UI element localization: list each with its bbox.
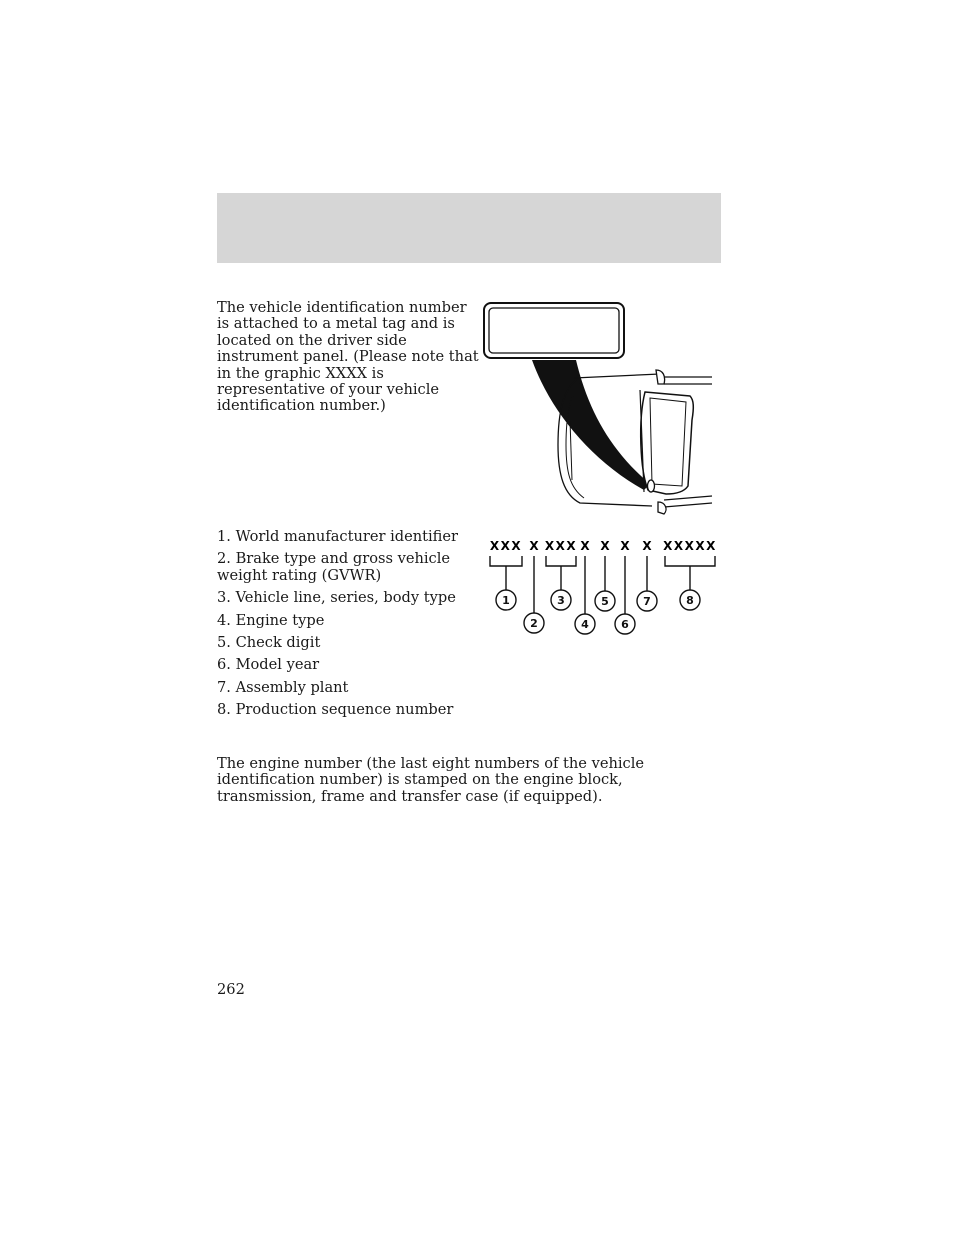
vin-group: X bbox=[642, 539, 652, 553]
vin-callout: 3 bbox=[557, 594, 565, 607]
vin-callout: 4 bbox=[581, 618, 589, 631]
page-number: 262 bbox=[217, 981, 245, 998]
vin-callout: 7 bbox=[643, 595, 651, 608]
legend-item: 7. Assembly plant bbox=[217, 678, 349, 696]
vin-callout: 5 bbox=[601, 595, 609, 608]
legend-item: 8. Production sequence number bbox=[217, 701, 454, 719]
vin-group: X bbox=[600, 539, 610, 553]
legend-item: 6. Model year bbox=[217, 656, 320, 674]
legend-item: 1. World manufacturer identifier bbox=[217, 528, 459, 545]
vin-callout: 1 bbox=[502, 594, 510, 607]
section-header-band bbox=[217, 193, 721, 263]
vin-callout: 2 bbox=[530, 617, 538, 630]
vin-group: X bbox=[620, 539, 630, 553]
vin-location-paragraph: The vehicle identification number is attached to a metal tag and is located on the driver side instrument panel. (Please note that in the graphic XXXX is representative of your vehicle identification number.) bbox=[217, 299, 479, 415]
vin-group: XXX bbox=[489, 539, 523, 553]
engine-number-paragraph: The engine number (the last eight numbers of the vehicle identification number) is stamped on the engine block, transmission, frame and transfer case (if equipped). bbox=[217, 755, 645, 805]
vin-group: XXXXX bbox=[663, 539, 717, 553]
legend-item: 3. Vehicle line, series, body type bbox=[217, 589, 456, 607]
vin-breakdown-diagram bbox=[484, 534, 720, 638]
vin-group: X bbox=[580, 539, 590, 553]
vin-callout: 8 bbox=[686, 594, 694, 607]
legend-item: 4. Engine type bbox=[217, 611, 325, 629]
vin-group: X bbox=[529, 539, 539, 553]
vin-group: XXX bbox=[544, 539, 578, 553]
vin-callout: 6 bbox=[621, 618, 629, 631]
legend-item: 2. Brake type and gross vehicle weight rating (GVWR) bbox=[217, 550, 451, 584]
legend-item: 5. Check digit bbox=[217, 634, 321, 652]
vin-legend-list bbox=[217, 529, 477, 725]
vin-tag-location-illustration bbox=[480, 300, 714, 518]
